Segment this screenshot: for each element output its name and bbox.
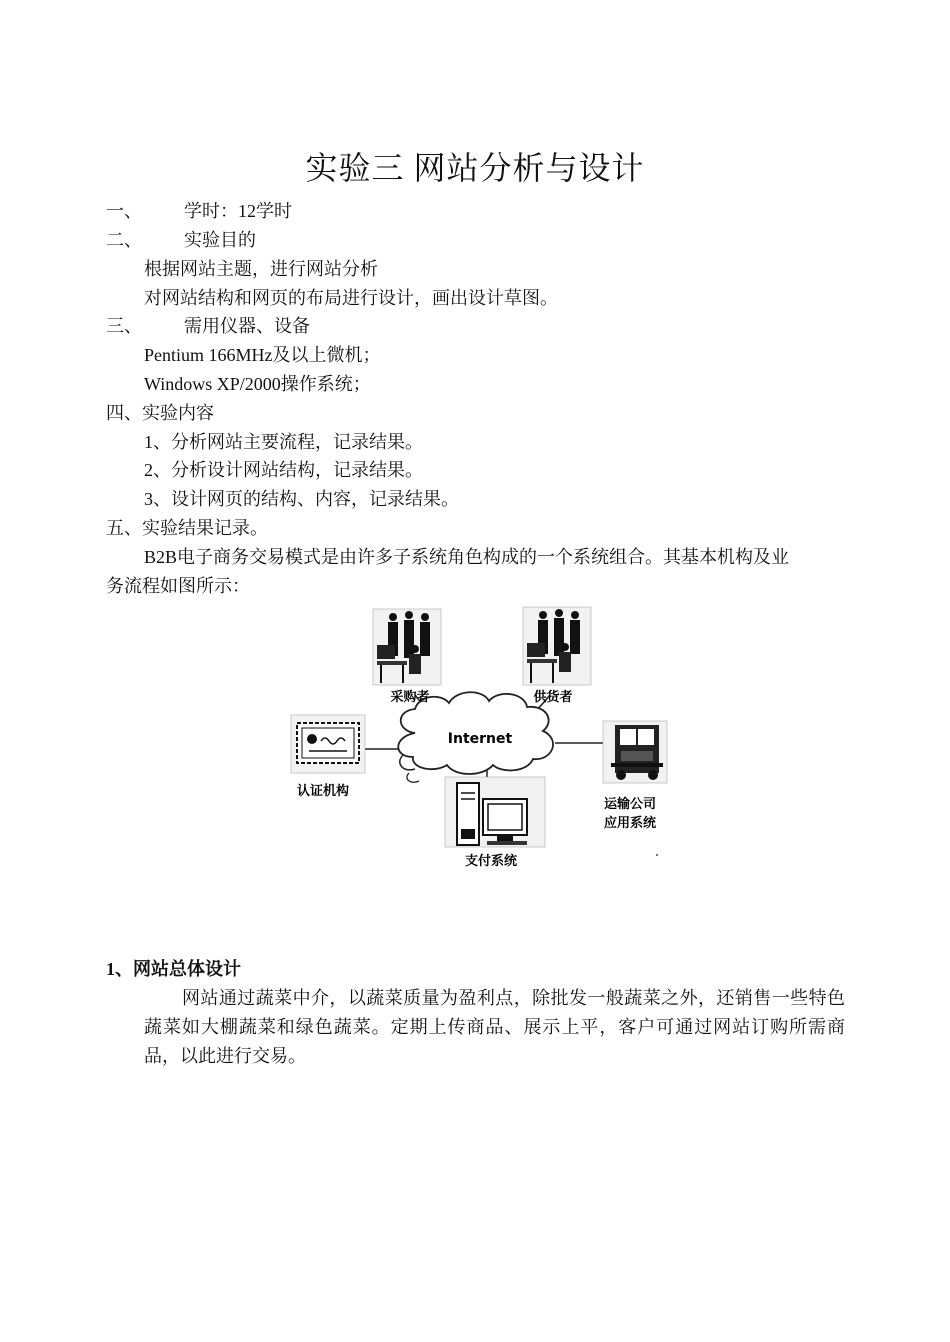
page-title: 实验三 网站分析与设计: [305, 150, 645, 186]
section-number: 三、: [106, 316, 142, 336]
section-content-heading: 四、实验内容: [106, 403, 214, 423]
buyer-label: 采购者: [390, 690, 430, 705]
cert-label: 认证机构: [296, 784, 350, 799]
computer-icon: [445, 777, 545, 847]
section-results-heading: 五、实验结果记录。: [106, 518, 268, 538]
section-number: 一、: [106, 201, 142, 221]
results-paragraph-line: B2B电子商务交易模式是由许多子系统角色构成的一个系统组合。其基本机构及业: [144, 547, 790, 567]
section-equipment: [106, 314, 310, 338]
section-text: 学时：12学时: [184, 201, 292, 221]
content-item: 3、设计网页的结构、内容，记录结果。: [144, 489, 459, 509]
b2b-flow-diagram: [285, 603, 685, 873]
section-text: 实验目的: [184, 230, 256, 250]
truck-icon: [603, 721, 667, 783]
transport-label-line2: 应用系统: [603, 816, 657, 831]
payment-label: 支付系统: [464, 854, 518, 869]
speck-dot: [656, 854, 658, 856]
content-item: 1、分析网站主要流程，记录结果。: [144, 432, 423, 452]
purpose-item: 根据网站主题，进行网站分析: [144, 259, 378, 279]
certificate-icon: [291, 715, 365, 773]
design-paragraph: 网站通过蔬菜中介，以蔬菜质量为盈利点，除批发一般蔬菜之外，还销售一些特色蔬菜如大棚蔬菜和绿色蔬菜。定期上传商品、展示上平，客户可通过网站订购所需商品，以此进行交易。: [144, 988, 845, 1066]
buyer-people-icon: [373, 609, 441, 685]
internet-label: Internet: [447, 731, 513, 747]
transport-label-line1: 运输公司: [603, 797, 657, 812]
equipment-item: Pentium 166MHz及以上微机；: [144, 345, 381, 365]
results-paragraph-line: 务流程如图所示：: [106, 576, 250, 596]
equipment-item: Windows XP/2000操作系统；: [144, 374, 371, 394]
section-number: 二、: [106, 230, 142, 250]
design-heading: 1、网站总体设计: [106, 959, 241, 979]
content-item: 2、分析设计网站结构，记录结果。: [144, 460, 423, 480]
supplier-people-icon: [523, 607, 591, 685]
purpose-item: 对网站结构和网页的布局进行设计，画出设计草图。: [144, 288, 558, 308]
section-text: 需用仪器、设备: [184, 316, 310, 336]
section-purpose: [106, 228, 256, 252]
supplier-label: 供货者: [533, 690, 573, 705]
section-hours: [106, 199, 292, 223]
